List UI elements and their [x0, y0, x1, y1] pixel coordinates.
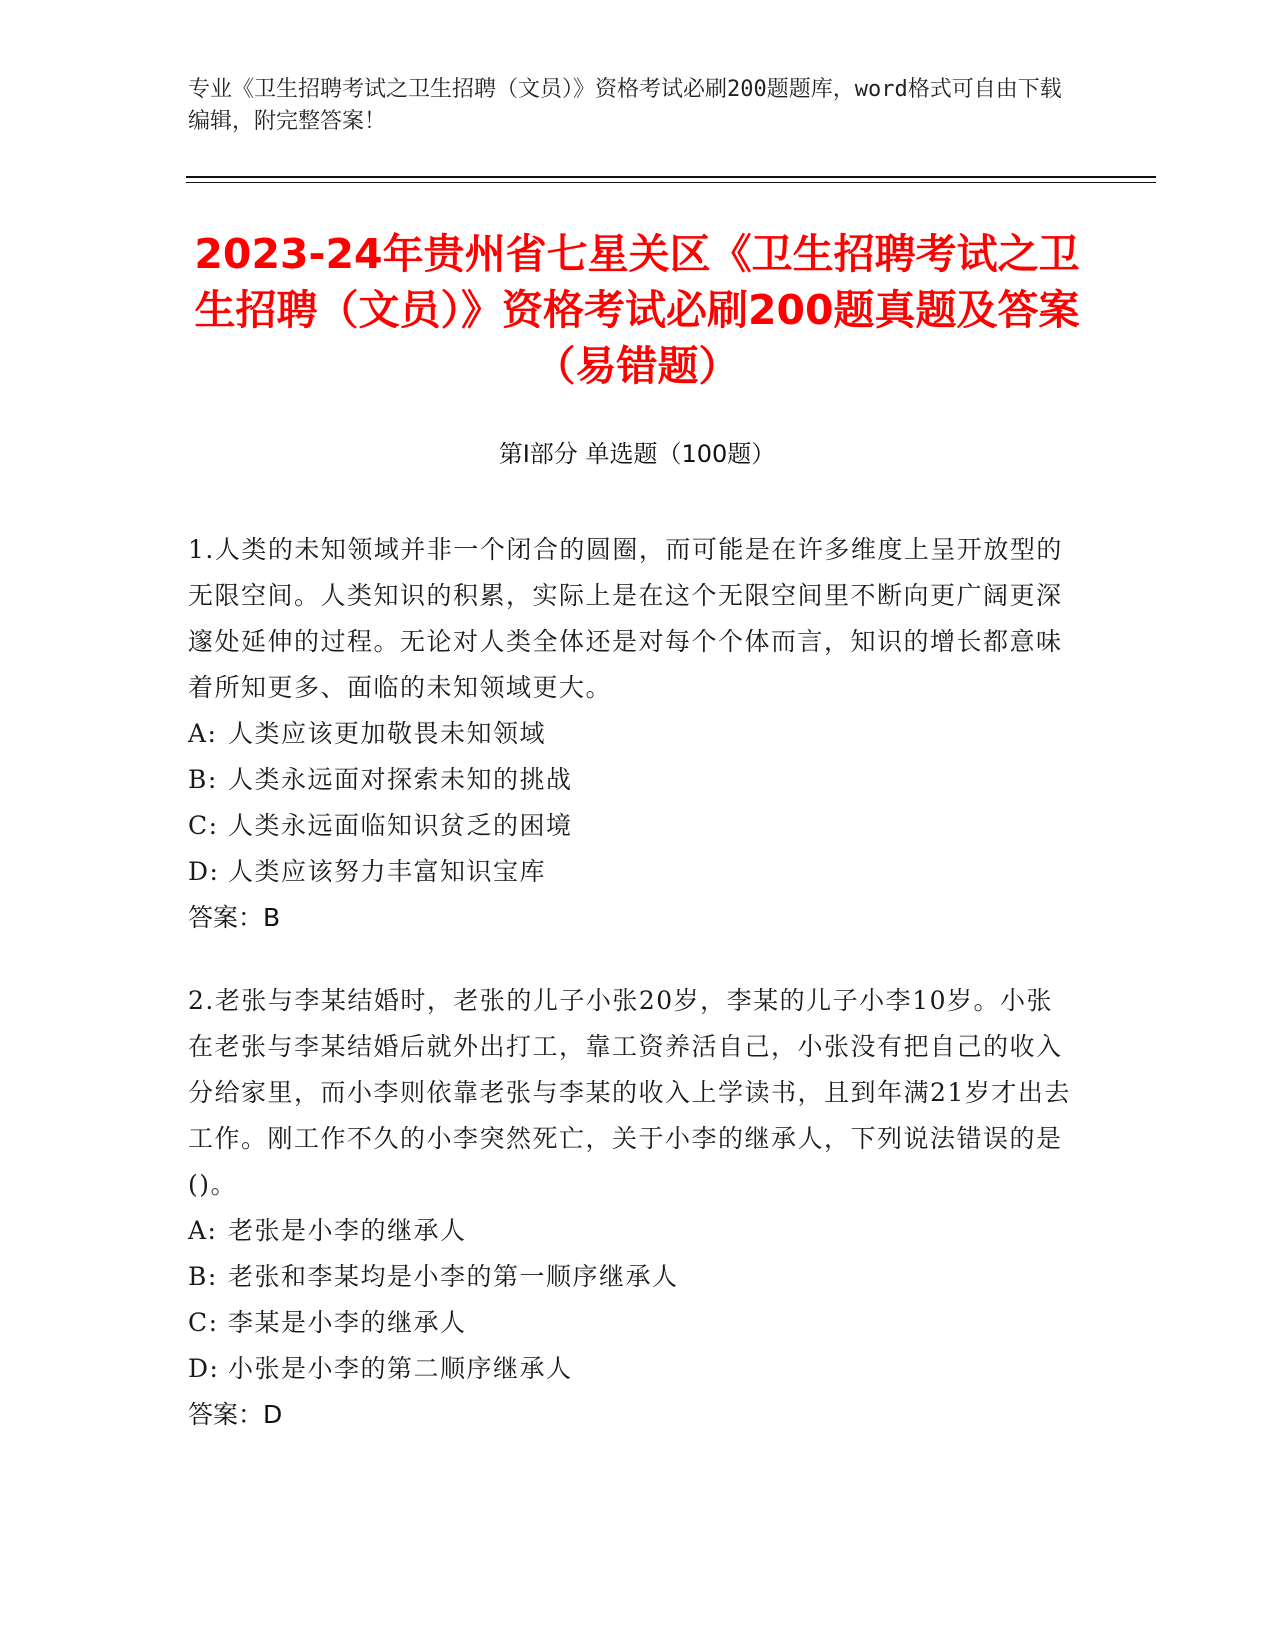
option-key: C: — [188, 811, 219, 840]
option-text: 小张是小李的第二顺序继承人 — [228, 1354, 573, 1383]
option-a — [188, 1208, 1073, 1254]
option-key: B: — [188, 1262, 218, 1291]
option-text: 人类应该努力丰富知识宝库 — [228, 857, 547, 886]
answer-line: 答案：D — [188, 1400, 283, 1429]
question-stem: 1.人类的未知领域并非一个闭合的圆圈，而可能是在许多维度上呈开放型的无限空间。人类知识的积累，实际上是在这个无限空间里不断向更广阔更深邃处延伸的过程。无论对人类全体还是对每个个体而言，知识的增长都意味着所知更多、面临的未知领域更大。 — [188, 535, 1063, 702]
option-b — [188, 757, 1073, 803]
option-c — [188, 803, 1073, 849]
header-divider-thick — [186, 176, 1156, 178]
document-title: 2023-24年贵州省七星关区《卫生招聘考试之卫生招聘（文员）》资格考试必刷200题真题及答案（易错题） — [194, 230, 1080, 390]
option-a — [188, 711, 1073, 757]
header-divider-thin — [186, 182, 1156, 183]
option-c — [188, 1300, 1073, 1346]
option-key: A: — [188, 719, 218, 748]
section-title: 第I部分 单选题（100题） — [498, 440, 776, 468]
option-b — [188, 1254, 1073, 1300]
option-text: 人类永远面临知识贫乏的困境 — [228, 811, 573, 840]
option-text: 人类永远面对探索未知的挑战 — [228, 765, 573, 794]
option-d — [188, 1346, 1073, 1392]
option-text: 老张和李某均是小李的第一顺序继承人 — [228, 1262, 679, 1291]
question-2 — [188, 978, 1073, 1438]
header-note: 专业《卫生招聘考试之卫生招聘（文员）》资格考试必刷200题题库，word格式可自由下载编辑，附完整答案！ — [188, 77, 1062, 134]
option-key: D: — [188, 857, 220, 886]
option-text: 人类应该更加敬畏未知领域 — [228, 719, 547, 748]
answer-line: 答案：B — [188, 903, 281, 932]
option-key: B: — [188, 765, 218, 794]
option-d — [188, 849, 1073, 895]
question-stem: 2.老张与李某结婚时，老张的儿子小张20岁，李某的儿子小李10岁。小张在老张与李某结婚后就外出打工，靠工资养活自己，小张没有把自己的收入分给家里，而小李则依靠老张与李某的收入上学读书，且到年满21岁才出去工作。刚工作不久的小李突然死亡，关于小李的继承人，下列说法错误的是()。 — [188, 986, 1071, 1199]
option-key: C: — [188, 1308, 219, 1337]
option-text: 老张是小李的继承人 — [228, 1216, 467, 1245]
option-key: A: — [188, 1216, 218, 1245]
option-text: 李某是小李的继承人 — [228, 1308, 467, 1337]
option-key: D: — [188, 1354, 220, 1383]
question-1 — [188, 527, 1073, 941]
